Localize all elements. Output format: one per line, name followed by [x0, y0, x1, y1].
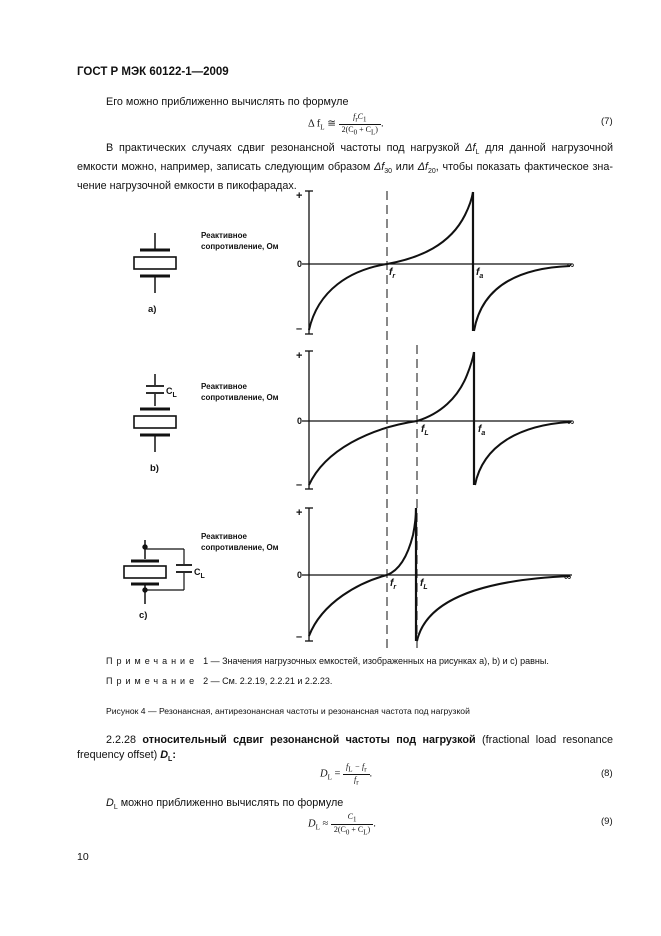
equation-7 [308, 112, 384, 136]
eq9-lhs-sub: L [315, 823, 320, 832]
note-1 [106, 656, 549, 666]
eq7-den-sub0: 0 [353, 128, 358, 137]
reactance-curve-c-left [309, 508, 416, 636]
y-label-c-2: сопротивление, Ом [201, 543, 279, 552]
fr-label-a: $f_r$ [389, 267, 396, 280]
fr-label-c: $f_r$ [390, 578, 397, 591]
eq9-den: 2(C [333, 824, 346, 834]
eq7-den-end: ) [375, 124, 378, 134]
eq7-den: 2(C [341, 124, 354, 134]
figure-4 [0, 185, 661, 650]
eq9-num-sub: 1 [352, 815, 357, 824]
sec-term: относительный сдвиг резонансной частоты под нагрузкой [142, 734, 476, 746]
zero-c: 0 [297, 570, 303, 580]
para2-l2a: емкости можно, например, записать следующим образом [77, 161, 374, 174]
eq7-num2-sub: 1 [363, 115, 367, 124]
para2-l1a: В практических случаях сдвиг резонансной частоты под нагрузкой [106, 142, 466, 154]
reactance-curve-b-right [475, 422, 570, 485]
eq9-fraction [331, 812, 373, 836]
para2-l3: чение нагрузочной емкости в пикофарадах. [77, 180, 297, 193]
reactance-curve-b-left [309, 352, 474, 485]
minus-a: – [296, 323, 303, 335]
eq7-tail: . [380, 118, 384, 130]
fa-label-b: $f_a$ [478, 424, 486, 437]
eq8-den: f [354, 774, 357, 784]
infinity-c: ∞ [564, 572, 572, 583]
eq8-lhs: D [320, 768, 328, 780]
cl-label-b: $C_L$ [166, 386, 177, 399]
note-1-label: Примечание [106, 656, 199, 666]
eq7-fraction [339, 112, 381, 136]
note-2 [106, 676, 332, 686]
eq9-den-end: ) [367, 824, 371, 834]
note-2-text: 2 — См. 2.2.19, 2.2.21 и 2.2.23. [203, 676, 333, 686]
crystal-symbol-a [134, 233, 176, 293]
cl-label-c: $C_L$ [194, 567, 205, 580]
eq7-den-mid: + C [357, 124, 371, 134]
fa-label-a: $f_a$ [476, 267, 484, 280]
para2-l1sym: Δf [465, 142, 476, 154]
eq8-num-sub2: r [364, 765, 367, 774]
eq9-approx: ≈ [319, 818, 331, 830]
crystal-with-parallel-cap-c [124, 540, 192, 604]
note-1-text: 1 — Значения нагрузочных емкостей, изображенных на рисунках a), b) и c) равны. [203, 656, 549, 666]
reactance-curve-c-right [417, 576, 570, 641]
sec-sym: D [160, 749, 169, 761]
sec-num: 2.2.28 [106, 734, 137, 746]
y-label-b-1: Реактивное [201, 382, 247, 391]
minus-c: – [296, 631, 303, 643]
para2-l2s2: Δf [417, 161, 428, 174]
reactance-curve-a-right [474, 266, 570, 331]
panel-c [124, 508, 572, 641]
eq8-num: f [346, 762, 349, 771]
eq7-num2: C [357, 112, 363, 121]
graph-axes-b [302, 345, 575, 650]
eq7-num: f [353, 112, 356, 121]
eq7-den-sub1: L [371, 128, 376, 137]
zero-a: 0 [297, 259, 303, 269]
figure-caption: Рисунок 4 — Резонансная, антирезонансная частоты и резонансная частота под нагрузкой [106, 706, 470, 716]
sec-rest: (fractional load resonance [475, 734, 613, 746]
eq8-number: (8) [601, 768, 613, 779]
infinity-a: ∞ [567, 260, 575, 271]
y-label-a-1: Реактивное [201, 231, 247, 240]
zero-b: 0 [297, 416, 303, 426]
eq8-fraction [343, 762, 369, 786]
fl-label-c: $f_L$ [420, 578, 428, 591]
para2-l2s1: Δf [373, 161, 385, 174]
eq9-number: (9) [601, 816, 613, 827]
reactance-curve-a-left [309, 192, 473, 330]
fl-label-b: $f_L$ [421, 424, 429, 437]
para2-l2b: , чтобы показать фактическое зна- [435, 161, 613, 174]
eq8-num-sub: L [348, 765, 353, 774]
para2-l1sub: L [475, 149, 480, 157]
y-label-c-1: Реактивное [201, 532, 247, 541]
equation-8 [320, 762, 372, 786]
page-number: 10 [77, 851, 89, 863]
para3-text: можно приближенно вычислять по формуле [117, 797, 344, 809]
eq7-lhs-sub: L [320, 123, 325, 132]
sec-colon: : [172, 749, 176, 761]
y-label-a-2: сопротивление, Ом [201, 242, 279, 251]
infinity-b: ∞ [567, 417, 575, 428]
eq9-num: C [347, 812, 353, 821]
para2-l1b: для данной нагрузочной [479, 142, 614, 154]
plus-a: + [296, 190, 303, 202]
eq8-num-mid: − f [352, 762, 365, 771]
para3-sym: D [106, 797, 114, 809]
sec-sym-sub: L [168, 756, 173, 764]
caption-c: c) [139, 610, 148, 621]
sec-l2: frequency offset) [77, 749, 161, 761]
caption-b: b) [150, 463, 159, 474]
eq9-lhs: D [308, 818, 316, 830]
para2-l2mid: или [392, 161, 418, 174]
eq7-number: (7) [601, 116, 613, 127]
y-label-b-2: сопротивление, Ом [201, 393, 279, 402]
note-2-label: Примечание [106, 676, 199, 686]
eq8-lhs-sub: L [327, 773, 332, 782]
eq7-lhs: Δ f [308, 118, 321, 130]
eq7-num-sub: r [355, 115, 358, 124]
page-header: ГОСТ Р МЭК 60122-1—2009 [77, 66, 229, 78]
eq9-tail: . [373, 818, 376, 830]
eq8-tail: . [369, 768, 373, 780]
para2-l2s2sub: 20 [428, 168, 436, 176]
graph-axes-c [302, 508, 572, 641]
eq9-den-mid: + C [349, 824, 364, 834]
caption-a: a) [148, 304, 157, 315]
eq8-den-sub: r [356, 778, 359, 787]
para2-l2s1sub: 30 [384, 168, 393, 176]
plus-c: + [296, 507, 303, 519]
eq8-eq: = [331, 768, 344, 780]
eq9-den-sub1: L [363, 828, 368, 837]
minus-b: – [296, 479, 303, 491]
para-intro-eq7: Его можно приближенно вычислять по формуле [106, 96, 349, 108]
eq9-den-sub0: 0 [345, 828, 350, 837]
equation-9 [308, 812, 376, 836]
para3-sym-sub: L [113, 804, 118, 812]
eq7-approx: ≅ [327, 118, 337, 130]
plus-b: + [296, 350, 303, 362]
panel-b [134, 345, 575, 650]
